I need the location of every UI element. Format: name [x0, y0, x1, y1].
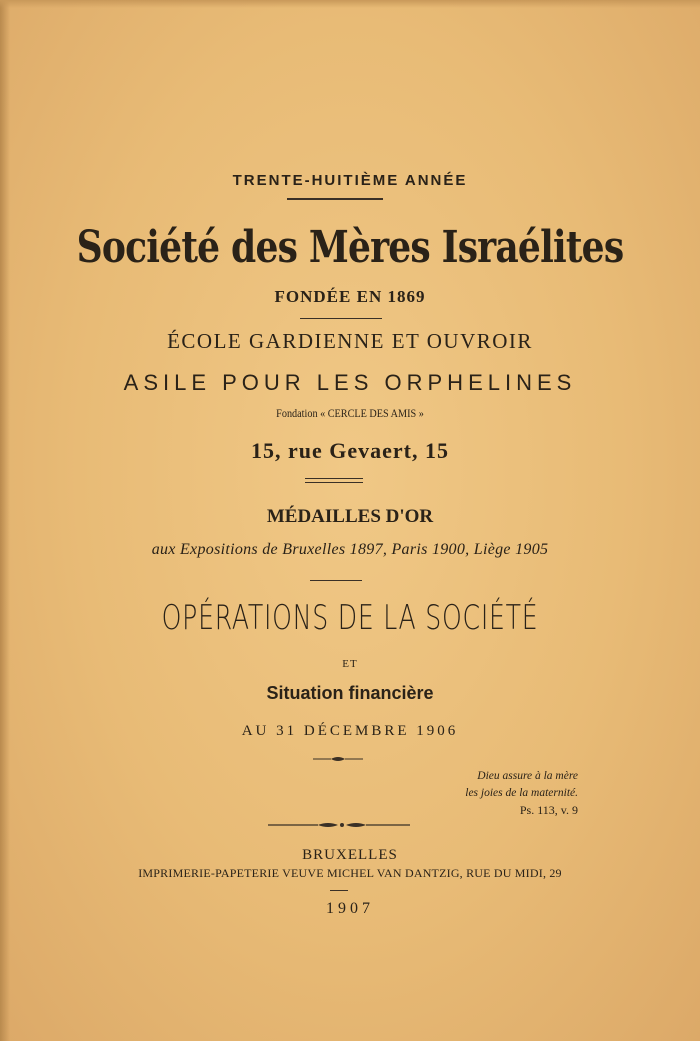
publication-year: 1907: [326, 900, 374, 917]
medals-heading: MÉDAILLES D'OR: [266, 506, 434, 527]
page-top-shadow: [0, 0, 700, 8]
society-name: Société des Mères Israélites: [76, 222, 624, 273]
financial-situation: Situation financière: [266, 683, 434, 703]
rule-above-year: [330, 890, 348, 891]
rule-under-expositions: [310, 580, 362, 581]
double-rule-top: [305, 478, 363, 479]
bible-verse: [465, 768, 578, 819]
city: BRUXELLES: [302, 847, 398, 863]
founded-year: FONDÉE EN 1869: [274, 287, 426, 306]
orphan-asylum: ASILE POUR LES ORPHELINES: [123, 370, 577, 395]
foundation-line: Fondation « CERCLE DES AMIS »: [276, 406, 424, 420]
operations-title: OPÉRATIONS DE LA SOCIÉTÉ: [161, 598, 539, 638]
report-date: AU 31 DÉCEMBRE 1906: [241, 723, 459, 739]
expositions-line: aux Expositions de Bruxelles 1897, Paris 1900, Liège 1905: [151, 541, 549, 558]
address: 15, rue Gevaert, 15: [251, 438, 449, 463]
printer-line: IMPRIMERIE-PAPETERIE VEUVE MICHEL VAN DANTZIG, RUE DU MIDI, 29: [138, 866, 562, 880]
double-rule-bottom: [305, 482, 363, 483]
rule-under-founded: [300, 318, 382, 319]
year-header: TRENTE-HUITIÈME ANNÉE: [232, 172, 468, 189]
conjunction-et: ET: [342, 658, 358, 670]
verse-line-2: les joies de la maternité.: [465, 787, 578, 799]
ornamental-rule-icon: [268, 820, 410, 830]
school-title: ÉCOLE GARDIENNE ET OUVROIR: [167, 329, 533, 353]
rule-under-year: [287, 198, 383, 200]
small-ornament-icon: [313, 754, 363, 764]
verse-line-1: Dieu assure à la mère: [477, 770, 578, 782]
verse-reference: Ps. 113, v. 9: [519, 803, 578, 817]
